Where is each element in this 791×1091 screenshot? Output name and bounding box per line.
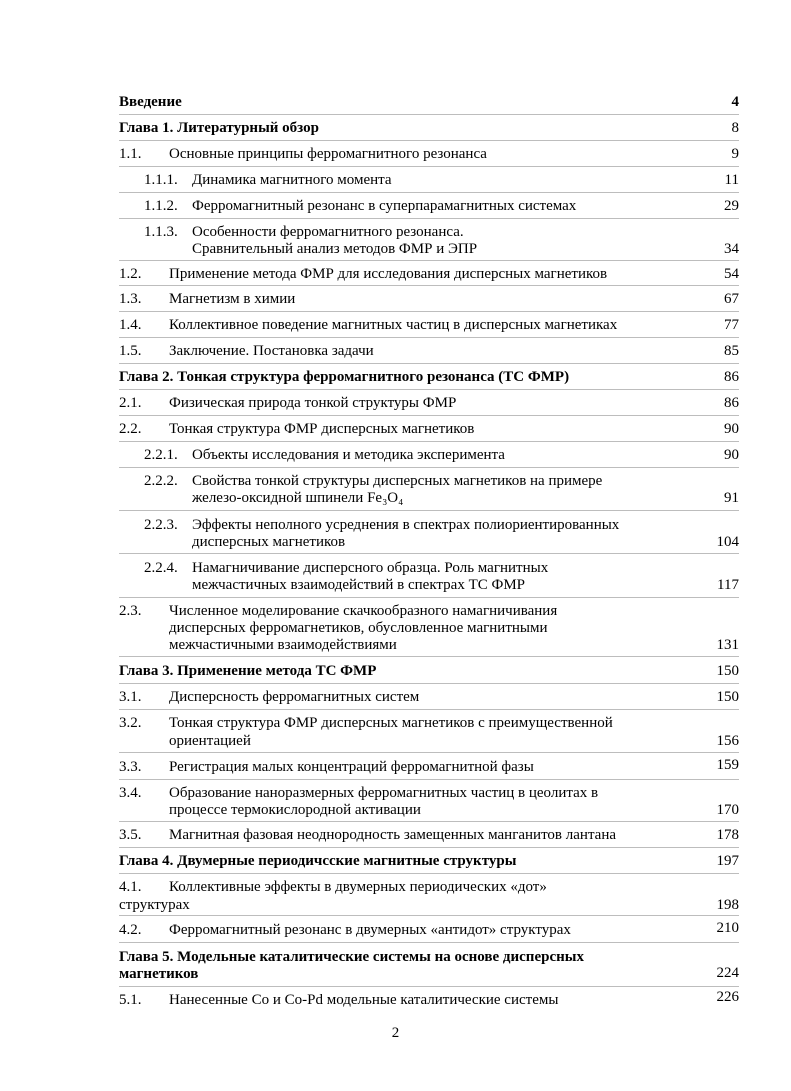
toc-page: 156 <box>716 733 739 749</box>
toc-page: 90 <box>724 421 739 437</box>
toc-number: 2.2.2. <box>144 473 178 489</box>
toc-page: 210 <box>716 920 739 936</box>
toc-title-line: процессе термокислородной активации <box>169 802 421 818</box>
toc-title-line: Глава 5. Модельные каталитические системы на основе дисперсных <box>119 949 584 965</box>
toc-entry[interactable] <box>119 516 739 552</box>
toc-page: 197 <box>716 853 739 869</box>
toc-number: 4.2. <box>119 922 142 938</box>
toc-page: 34 <box>724 241 739 257</box>
toc-page: 104 <box>716 534 739 550</box>
toc-title: Нанесенные Co и Co-Pd модельные каталитические системы <box>169 992 559 1008</box>
toc-title: Динамика магнитного момента <box>192 172 392 188</box>
toc-title-line: магнетиков <box>119 966 199 982</box>
toc-entry[interactable] <box>119 472 739 508</box>
toc-page: 11 <box>724 172 739 188</box>
toc-page: 90 <box>724 447 739 463</box>
toc-title-line: Намагничивание дисперсного образца. Роль магнитных <box>192 560 549 576</box>
toc-title: Заключение. Постановка задачи <box>169 343 374 359</box>
toc-number: 1.4. <box>119 317 142 333</box>
toc-title: Дисперсность ферромагнитных систем <box>169 689 420 705</box>
toc-page: 77 <box>724 317 739 333</box>
toc-page: 86 <box>724 395 739 411</box>
toc-number: 2.2.3. <box>144 517 178 533</box>
toc-number: 2.2.4. <box>144 560 178 576</box>
toc-title: Тонкая структура ФМР дисперсных магнетиков <box>169 421 475 437</box>
toc-page: 178 <box>716 827 739 843</box>
toc-page: 4 <box>731 94 739 110</box>
toc-page: 224 <box>716 965 739 981</box>
toc-title: Глава 2. Тонкая структура ферромагнитного резонанса (ТС ФМР) <box>119 369 570 385</box>
toc-page: 86 <box>724 369 739 385</box>
toc-title: Основные принципы ферромагнитного резонанса <box>169 146 487 162</box>
toc-title: Ферромагнитный резонанс в двумерных «антидот» структурах <box>169 922 571 938</box>
toc-title-line: Тонкая структура ФМР дисперсных магнетиков с преимущественной <box>169 715 613 731</box>
toc-number: 2.3. <box>119 603 142 619</box>
toc-page: 226 <box>716 989 739 1005</box>
toc-number: 2.2.1. <box>144 447 178 463</box>
toc-page: 117 <box>717 577 739 593</box>
toc-number: 5.1. <box>119 992 142 1008</box>
toc-title: Объекты исследования и методика эксперимента <box>192 447 505 463</box>
toc-title: Магнетизм в химии <box>169 291 296 307</box>
toc-title: Глава 1. Литературный обзор <box>119 120 319 136</box>
toc-title: Магнитная фазовая неоднородность замещенных манганитов лантана <box>169 827 617 843</box>
toc-title: Регистрация малых концентраций ферромагнитной фазы <box>169 759 534 775</box>
toc-entry[interactable] <box>119 223 739 259</box>
toc-page: 67 <box>724 291 739 307</box>
toc-number: 4.1. <box>119 879 142 895</box>
toc-title-line: межчастичных взаимодействий в спектрах ТС ФМР <box>192 577 526 593</box>
toc-number: 3.4. <box>119 785 142 801</box>
toc-page: 150 <box>716 663 739 679</box>
toc-title: Применение метода ФМР для исследования дисперсных магнетиков <box>169 266 608 282</box>
toc-title: Ферромагнитный резонанс в суперпарамагнитных системах <box>192 198 577 214</box>
toc-page: 131 <box>716 637 739 653</box>
toc-number: 1.5. <box>119 343 142 359</box>
toc-number: 2.2. <box>119 421 142 437</box>
toc-page: 159 <box>716 757 739 773</box>
toc-number: 3.1. <box>119 689 142 705</box>
toc-entry[interactable] <box>119 878 739 914</box>
toc-title-line: дисперсных ферромагнетиков, обусловленное магнитными <box>169 620 548 636</box>
toc-number: 2.1. <box>119 395 142 411</box>
toc-title-line: Коллективные эффекты в двумерных периодических «дот» <box>169 879 547 895</box>
toc-page: 29 <box>724 198 739 214</box>
toc-number: 1.1. <box>119 146 142 162</box>
toc-number: 1.2. <box>119 266 142 282</box>
toc-number: 1.1.2. <box>144 198 178 214</box>
toc-number: 3.5. <box>119 827 142 843</box>
toc-number: 3.3. <box>119 759 142 775</box>
toc-title: Коллективное поведение магнитных частиц в дисперсных магнетиках <box>169 317 618 333</box>
toc-page: 54 <box>724 266 739 282</box>
toc-page: 85 <box>724 343 739 359</box>
toc-title-line: Численное моделирование скачкообразного намагничивания <box>169 603 558 619</box>
toc-title-line: Эффекты неполного усреднения в спектрах полиориентированных <box>192 517 620 533</box>
toc-number: 1.3. <box>119 291 142 307</box>
toc-title-line: межчастичными взаимодействиями <box>169 637 397 653</box>
toc-title: Глава 3. Применение метода ТС ФМР <box>119 663 377 679</box>
toc-title: Введение <box>119 94 182 110</box>
toc-title-line: железо-оксидной шпинели Fe₃O₄ <box>192 490 404 506</box>
toc-page: 9 <box>731 146 739 162</box>
toc-title-line: Свойства тонкой структуры дисперсных магнетиков на примере <box>192 473 603 489</box>
toc-title: Физическая природа тонкой структуры ФМР <box>169 395 457 411</box>
toc-page: 198 <box>716 897 739 913</box>
toc-title-line: дисперсных магнетиков <box>192 534 346 550</box>
toc-title-line: Образование наноразмерных ферромагнитных частиц в цеолитах в <box>169 785 599 801</box>
toc-page: 150 <box>716 689 739 705</box>
toc-page: 91 <box>724 490 739 506</box>
toc-title-line: Особенности ферромагнитного резонанса. <box>192 224 464 240</box>
toc-entry[interactable] <box>119 559 739 595</box>
toc-title-line: Сравнительный анализ методов ФМР и ЭПР <box>192 241 478 257</box>
toc-number: 1.1.3. <box>144 224 178 240</box>
toc-title-line: структурах <box>119 897 190 913</box>
toc-entry[interactable] <box>119 784 739 820</box>
toc-number: 3.2. <box>119 715 142 731</box>
toc-title: Глава 4. Двумерные периодичсские магнитные структуры <box>119 853 517 869</box>
toc-title-line: ориентацией <box>169 733 251 749</box>
toc-page: 8 <box>731 120 739 136</box>
toc-entry[interactable] <box>119 714 739 750</box>
page-number: 2 <box>391 1025 400 1041</box>
toc-entry[interactable] <box>119 602 739 656</box>
toc-number: 1.1.1. <box>144 172 178 188</box>
toc-page: 170 <box>716 802 739 818</box>
toc-entry[interactable] <box>119 948 739 984</box>
